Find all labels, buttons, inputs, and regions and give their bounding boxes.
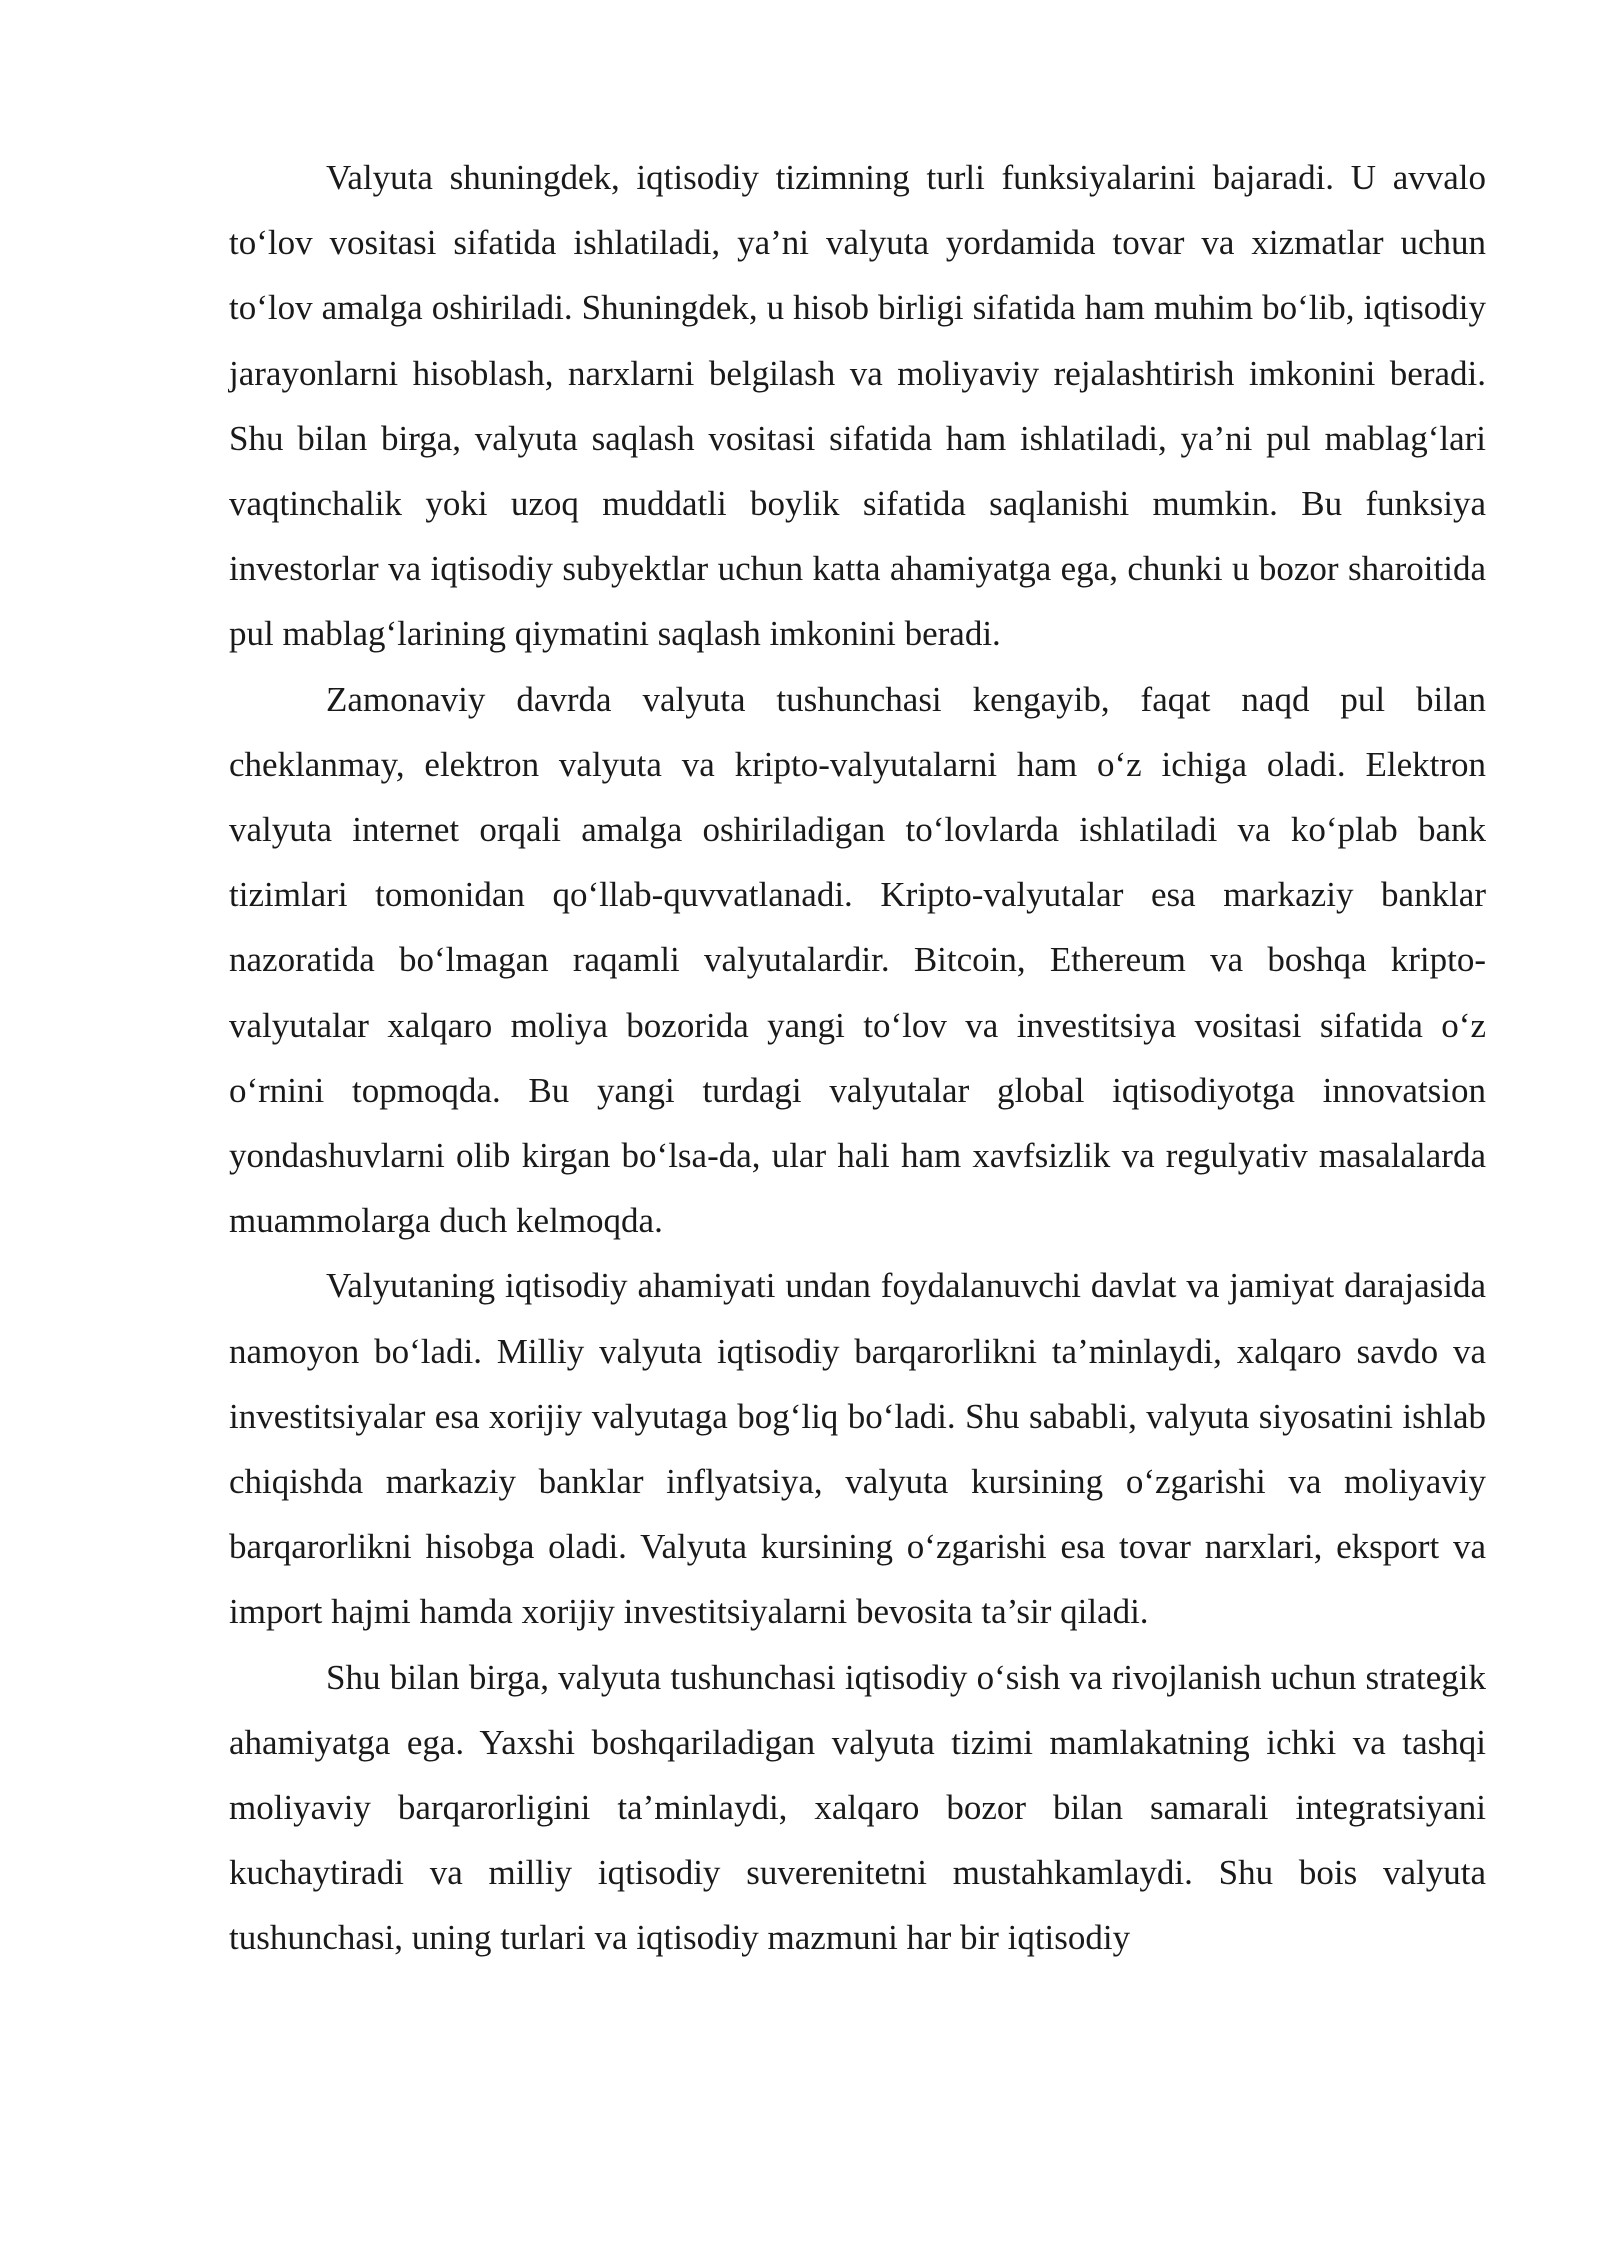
- paragraph-modern-currency: Zamonaviy davrda valyuta tushunchasi kengayib, faqat naqd pul bilan cheklanmay, elektron valyuta va kripto-valyutalarni ham o‘z ichiga oladi. Elektron valyuta internet orqali amalga oshiriladigan to‘lovlarda ishlatiladi va ko‘plab bank tizimlari tomonidan qo‘llab-quvvatlanadi. Kripto-valyutalar esa markaziy banklar nazoratida bo‘lmagan raqamli valyutalardir. Bitcoin, Ethereum va boshqa kripto-valyutalar xalqaro moliya bozorida yangi to‘lov va investitsiya vositasi sifatida o‘z o‘rnini topmoqda. Bu yangi turdagi valyutalar global iqtisodiyotga innovatsion yondashuvlarni olib kirgan bo‘lsa-da, ular hali ham xavfsizlik va regulyativ masalalarda muammolarga duch kelmoqda.: [229, 679, 1486, 1241]
- paragraph-economic-importance: Valyutaning iqtisodiy ahamiyati undan foydalanuvchi davlat va jamiyat darajasida namoyon bo‘ladi. Milliy valyuta iqtisodiy barqarorlikni ta’minlaydi, xalqaro savdo va investitsiyalar esa xorijiy valyutaga bog‘liq bo‘ladi. Shu sababli, valyuta siyosatini ishlab chiqishda markaziy banklar inflyatsiya, valyuta kursining o‘zgarishi va moliyaviy barqarorlikni hisobga oladi. Valyuta kursining o‘zgarishi esa tovar narxlari, eksport va import hajmi hamda xorijiy investitsiyalarni bevosita ta’sir qiladi.: [229, 1266, 1486, 1632]
- document-body: [229, 145, 1486, 1971]
- paragraph-currency-functions: Valyuta shuningdek, iqtisodiy tizimning turli funksiyalarini bajaradi. U avvalo to‘lov vositasi sifatida ishlatiladi, ya’ni valyuta yordamida tovar va xizmatlar uchun to‘lov amalga oshiriladi. Shuningdek, u hisob birligi sifatida ham muhim bo‘lib, iqtisodiy jarayonlarni hisoblash, narxlarni belgilash va moliyaviy rejalashtirish imkonini beradi. Shu bilan birga, valyuta saqlash vositasi sifatida ham ishlatiladi, ya’ni pul mablag‘lari vaqtinchalik yoki uzoq muddatli boylik sifatida saqlanishi mumkin. Bu funksiya investorlar va iqtisodiy subyektlar uchun katta ahamiyatga ega, chunki u bozor sharoitida pul mablag‘larining qiymatini saqlash imkonini beradi.: [229, 158, 1486, 654]
- paragraph-strategic-importance: Shu bilan birga, valyuta tushunchasi iqtisodiy o‘sish va rivojlanish uchun strategik ahamiyatga ega. Yaxshi boshqariladigan valyuta tizimi mamlakatning ichki va tashqi moliyaviy barqarorligini ta’minlaydi, xalqaro bozor bilan samarali integratsiyani kuchaytiradi va milliy iqtisodiy suverenitetni mustahkamlaydi. Shu bois valyuta tushunchasi, uning turlari va iqtisodiy mazmuni har bir iqtisodiy: [229, 1657, 1486, 1958]
